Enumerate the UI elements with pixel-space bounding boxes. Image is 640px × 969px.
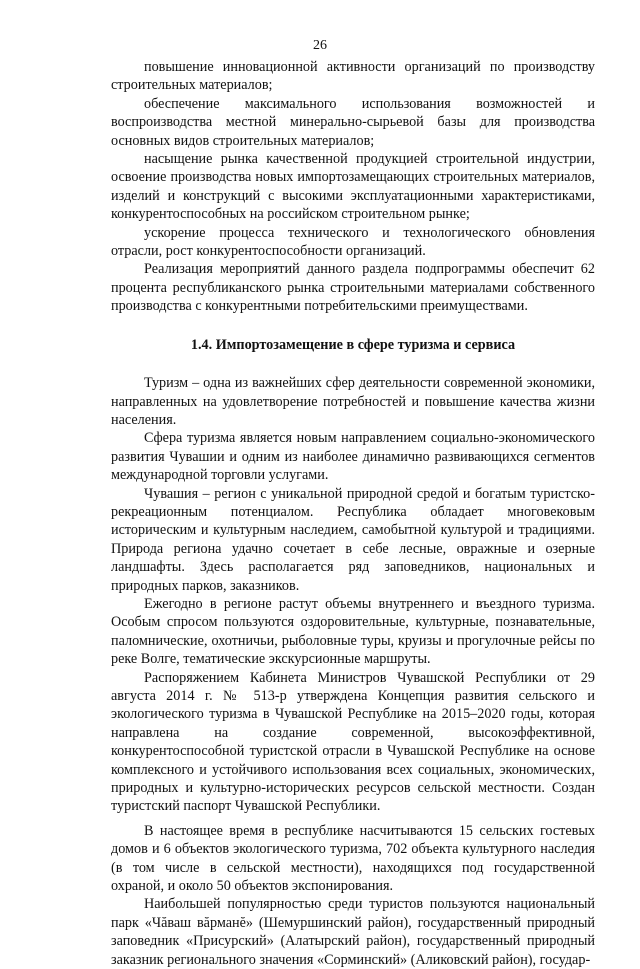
intro-paragraph-2: обеспечение максимального использования возможностей и воспроизводства местной минерально-сырьевой базы для производства основных видов строительных материалов; (111, 95, 595, 149)
section-paragraph-3: Чувашия – регион с уникальной природной средой и богатым туристско-рекреационным потенциалом. Республика обладает многовековым историческим и культурным наследием, самобытной культурой и традициями. Природа региона удачно сочетает в себе лесные, овражные и озерные ландшафты. Здесь располагается ряд заповедников, национальных и природных парков, заказников. (111, 485, 595, 594)
document-body (111, 58, 595, 969)
section-paragraph-4: Ежегодно в регионе растут объемы внутреннего и въездного туризма. Особым спросом пользуются оздоровительные, культурные, познавательные, паломнические, охотничьи, рыболовные туры, круизы и прогулочные рейсы по реке Волге, тематические экскурсионные маршруты. (111, 595, 595, 668)
intro-paragraph-3: насыщение рынка качественной продукцией строительной индустрии, освоение производства новых импортозамещающих строительных материалов, изделий и конструкций с высокими эксплуатационными характеристиками, конкурентоспособных на российском строительном рынке; (111, 151, 595, 223)
intro-paragraph-1: повышение инновационной активности организаций по производству строительных материалов; (111, 59, 595, 94)
intro-paragraph-5: Реализация мероприятий данного раздела подпрограммы обеспечит 62 процента республиканского рынка строительными материалами собственного производства с конкурентными потребительскими преимуществами. (111, 261, 595, 315)
section-paragraph-1: Туризм – одна из важнейших сфер деятельности современной экономики, направленных на удовлетворение потребностей и повышение качества жизни населения. (111, 375, 595, 428)
intro-paragraph-4: ускорение процесса технического и технологического обновления отрасли, рост конкурентоспособности организаций. (111, 224, 595, 260)
page-number: 26 (313, 38, 327, 53)
section-heading: 1.4. Импортозамещение в сфере туризма и сервиса (190, 336, 516, 353)
section-paragraph-2: Сфера туризма является новым направлением социально-экономического развития Чувашии и одним из наиболее динамично развивающихся сегментов международной торговли услугами. (111, 430, 595, 484)
section-paragraph-7: Наибольшей популярностью среди туристов пользуются национальный парк «Чăваш вăрманĕ» (Шемуршинский район), государственный природный заповедник «Присурский» (Алатырский район), государственный природный заказник регионального значения «Сорминский» (Аликовский район), государ- (111, 896, 595, 968)
section-paragraph-6: В настоящее время в республике насчитываются 15 сельских гостевых домов и 6 объектов экологического туризма, 702 объекта культурного наследия (в том числе в сельской местности), находящихся под государственной охраной, и около 50 объектов экспонирования. (111, 822, 595, 895)
section-paragraph-5: Распоряжением Кабинета Министров Чувашской Республики от 29 августа 2014 г. № 513-р утверждена Концепция развития сельского и экологического туризма в Чувашской Республике на 2015–2020 годы, которая направлена на создание современной, высокоэффективной, конкурентоспособной туристской отрасли в Чувашской Республике на основе комплексного и устойчивого использования всех социальных, экономических, природных и культурно-исторических ресурсов сельской местности. Создан туристский паспорт Чувашской Республики. (111, 669, 595, 815)
